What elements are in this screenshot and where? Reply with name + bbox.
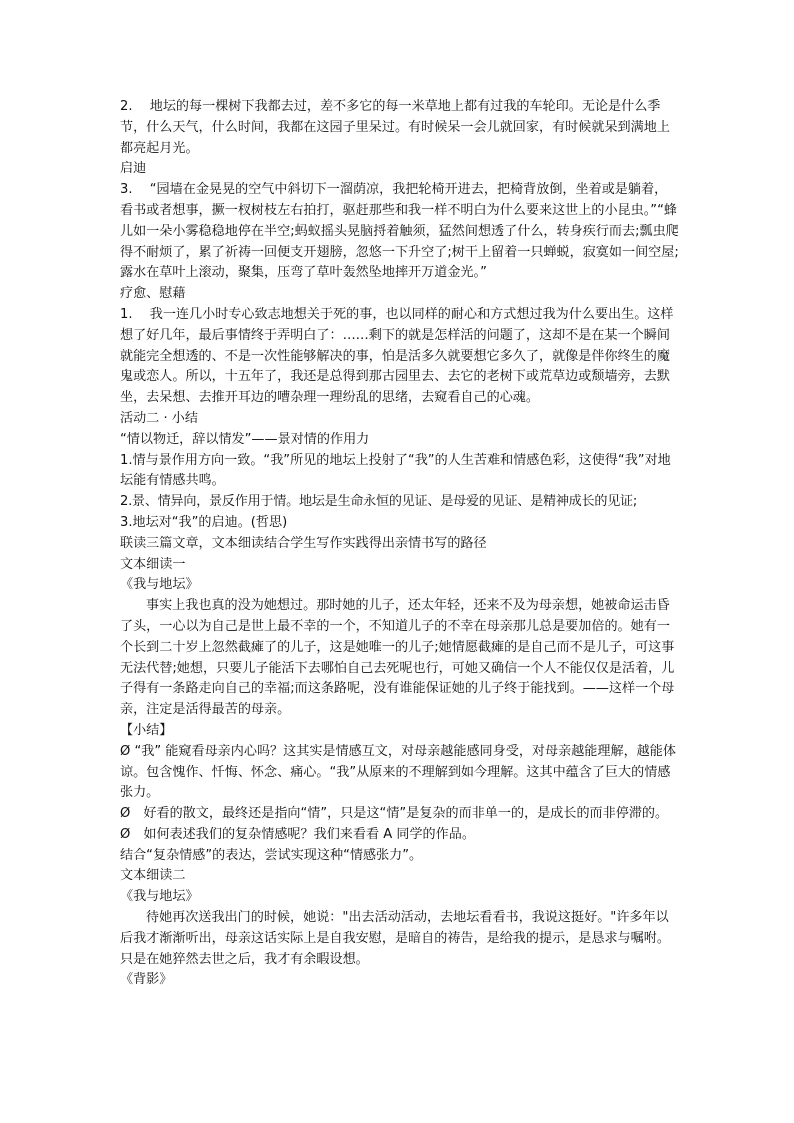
excerpt-ditan-1: 事实上我也真的没为她想过。那时她的儿子，还太年轻，还来不及为母亲想，她被命运击昏了头，一心以为自己是世上最不幸的一个，不知道儿子的不幸在母亲那儿总是要加倍的。她有一个长到二十岁上忽然截瘫了的儿子，这是她唯一的儿子;她情愿截瘫的是自己而不是儿子，可这事无法代替;她想，只要儿子能活下去哪怕自己去死呢也行，可她又确信一个人不能仅仅是活着，儿子得有一条路走向自己的幸福;而这条路呢，没有谁能保证她的儿子终于能找到。——这样一个母亲，注定是活得最苦的母亲。 bbox=[120, 598, 675, 718]
paragraph-3: 3. “园墙在金晃晃的空气中斜切下一溜荫凉，我把轮椅开进去，把椅背放倒，坐着或是躺着，看书或者想事，撅一杈树枝左右拍打，驱赶那些和我一样不明白为什么要来这世上的小昆虫。”“蜂儿如一朵小雾稳稳地停在半空;蚂蚁摇头晃脑捋着触须，猛然间想透了什么，转身疾行而去;瓢虫爬得不耐烦了，累了祈祷一回便支开翅膀，忽悠一下升空了;树干上留着一只蝉蜕，寂寞如一间空屋;露水在草叶上滚动，聚集，压弯了草叶轰然坠地摔开万道金光。” bbox=[120, 182, 679, 281]
heading-close-reading-two: 文本细读二 bbox=[120, 868, 186, 884]
paragraph-2: 2. 地坛的每一棵树下我都去过，差不多它的每一米草地上都有过我的车轮印。无论是什么季节，什么天气，什么时间，我都在这园子里呆过。有时候呆一会儿就回家，有时候就呆到满地上都亮起月光。 bbox=[120, 99, 670, 156]
heading-close-reading-one: 文本细读一 bbox=[120, 556, 186, 572]
bullet-3: Ø 如何表述我们的复杂情感呢？我们来看看 A 同学的作品。 bbox=[120, 826, 475, 842]
heading-liaoyu: 疗愈、慰藉 bbox=[120, 286, 186, 302]
summary-point-2: 2.景、情异向，景反作用于情。地坛是生命永恒的见证、是母爱的见证、是精神成长的见证; bbox=[120, 494, 638, 510]
paragraph-1: 1. 我一连几小时专心致志地想关于死的事，也以同样的耐心和方式想过我为什么要出生。这样想了好几年，最后事情终于弄明白了：……剩下的就是怎样活的问题了，这却不是在某一个瞬间就能完全想透的、不是一次性能够解决的事，怕是活多久就要想它多久了，就像是伴你终生的魔鬼或恋人。所以，十五年了，我还是总得到那古园里去、去它的老树下或荒草边或颓墙旁，去默坐，去呆想、去推开耳边的嘈杂理一理纷乱的思绪，去窥看自己的心魂。 bbox=[120, 306, 674, 406]
bullet-2: Ø 好看的散文，最终还是指向“情”，只是这“情”是复杂的而非单一的，是成长的而非停滞的。 bbox=[120, 806, 669, 822]
book-title-beiying: 《背影》 bbox=[120, 972, 173, 988]
book-title-ditan-1: 《我与地坛》 bbox=[120, 577, 199, 593]
summary-point-1: 1.情与景作用方向一致。“我”所见的地坛上投射了“我”的人生苦难和情感色彩，这使得“我”对地坛能有情感共鸣。 bbox=[120, 452, 671, 489]
bullet-1: Ø “我” 能窥看母亲内心吗？这其实是情感互文，对母亲越能感同身受，对母亲越能理解，越能体谅。包含愧作、忏悔、怀念、痛心。“我”从原来的不理解到如今理解。这其中蕴含了巨大的情感张力。 bbox=[120, 743, 676, 801]
heading-activity-two: 活动二 · 小结 bbox=[120, 410, 198, 426]
document-body bbox=[120, 97, 680, 991]
summary-point-3: 3.地坛对“我”的启迪。(哲思) bbox=[120, 514, 288, 530]
book-title-ditan-2: 《我与地坛》 bbox=[120, 889, 199, 905]
excerpt-ditan-2: 待她再次送我出门的时候，她说："出去活动活动，去地坛看看书，我说这挺好。"许多年以后我才渐渐听出，母亲这话实际上是自我安慰，是暗自的祷告，是给我的提示，是恳求与嘱咐。只是在她猝然去世之后，我才有余暇设想。 bbox=[120, 910, 670, 967]
subheading-quote: “情以物迁，辞以情发”——景对情的作用力 bbox=[120, 431, 370, 447]
heading-qidi: 启迪 bbox=[120, 161, 147, 177]
heading-summary: 【小结】 bbox=[120, 722, 173, 738]
reading-intro: 联读三篇文章，文本细读结合学生写作实践得出亲情书写的路径 bbox=[120, 535, 487, 551]
task-instruction: 结合“复杂情感”的表达，尝试实现这种“情感张力”。 bbox=[120, 847, 423, 863]
